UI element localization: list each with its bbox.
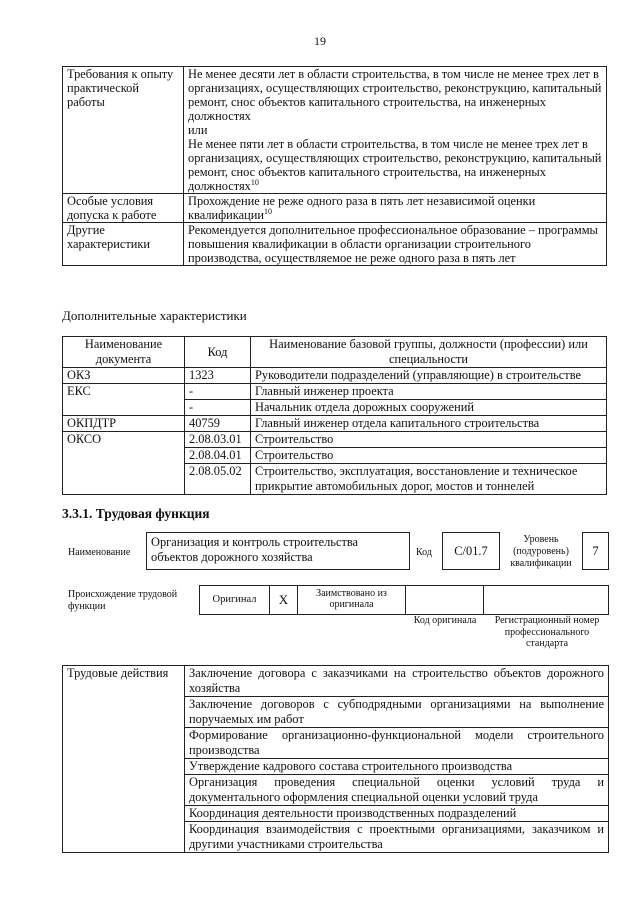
row-label: Другие характеристики [63,223,184,266]
function-level-label: Уровень (подуровень) квалификации [510,534,572,569]
cell-code: 40759 [185,416,251,432]
footnote-ref: 10 [250,177,259,187]
cell-doc: ЕКС [63,384,185,416]
origin-original-label: Оригинал [212,594,257,605]
actions-label: Трудовые действия [63,666,185,853]
section-title: 3.3.1. Трудовая функция [62,506,210,521]
action-item: Координация деятельности производственных подразделений [185,806,609,822]
cell-name: Руководители подразделений (управляющие) в строительстве [251,368,607,384]
additional-title: Дополнительные характеристики [62,308,247,323]
table-row [63,194,607,223]
cell-doc: ОКПДТР [63,416,185,432]
cell-code: - [185,400,251,416]
cell-doc: ОКСО [63,432,185,495]
table-header-row [63,337,607,368]
requirement-text-b: Не менее пяти лет в области строительства, в том числе не менее трех лет в организациях, осуществляющих строительство, реконструкцию, капитальный ремонт, снос объектов капитального строительства, на инженерных должностях$^{10}$ [188,137,602,193]
requirements-table [62,66,607,266]
origin-code-caption: Код оригинала [413,615,477,626]
cell-code: 2.08.04.01 [185,448,251,464]
row-label: Особые условия допуска к работе [63,194,184,223]
row-value [184,67,607,194]
page-number: 19 [314,34,326,48]
origin-borrowed-label: Заимствовано из оригинала [316,588,387,610]
origin-original-cell [199,585,270,615]
origin-mark-cell [269,585,298,615]
function-level-box: 7 [582,532,609,570]
function-name-label: Наименование [68,547,131,558]
cell-name: Начальник отдела дорожных сооружений [251,400,607,416]
cell-code: - [185,384,251,400]
cell-name: Главный инженер отдела капитального строительства [251,416,607,432]
additional-table [62,336,607,495]
action-item: Формирование организационно-функциональной модели строительного производства [185,728,609,759]
table-row [63,384,607,400]
origin-reg-caption: Регистрационный номер профессионального стандарта [494,615,600,649]
row-value: Рекомендуется дополнительное профессиональное образование – программы повышения квалификации в области организации строительного производства, осуществляемое не реже одного раза в пять лет [184,223,607,266]
row-label: Требования к опыту практической работы [63,67,184,194]
header-name: Наименование базовой группы, должности (профессии) или специальности [251,337,607,368]
origin-reg-cell [483,585,609,615]
origin-borrowed-cell [297,585,406,615]
action-item: Координация взаимодействия с проектными организациями, заказчиком и другими участниками строительства [185,822,609,853]
requirement-text-a: Не менее десяти лет в области строительства, в том числе не менее трех лет в организациях, осуществляющих строительство, реконструкцию, капитальный ремонт, снос объектов капитального строительства, на инженерных должностях [188,67,602,123]
cell-code: 2.08.03.01 [185,432,251,448]
action-item: Заключение договоров с субподрядными организациями на выполнение поручаемых им работ [185,697,609,728]
action-item: Утверждение кадрового состава строительного производства [185,759,609,775]
cell-doc: ОКЗ [63,368,185,384]
requirement-or: или [188,123,208,137]
table-row [63,666,609,697]
function-code-box: С/01.7 [442,532,500,570]
cell-name: Строительство [251,432,607,448]
row-value: Прохождение не реже одного раза в пять лет независимой оценки квалификации$^{10}$ [184,194,607,223]
footnote-ref: 10 [264,206,273,216]
origin-label: Происхождение трудовой функции [68,589,178,612]
action-item: Заключение договора с заказчиками на строительство объектов дорожного хозяйства [185,666,609,697]
cell-name: Главный инженер проекта [251,384,607,400]
cell-code: 1323 [185,368,251,384]
table-row [63,432,607,448]
cell-name: Строительство, эксплуатация, восстановление и техническое прикрытие автомобильных дорог, мостов и тоннелей [251,464,607,495]
origin-mark: X [278,592,289,607]
header-code: Код [185,337,251,368]
origin-code-cell [405,585,484,615]
cell-name: Строительство [251,448,607,464]
action-item: Организация проведения специальной оценки условий труда и документального оформления специальной оценки условий труда [185,775,609,806]
function-name-box: Организация и контроль строительства объектов дорожного хозяйства [146,532,410,570]
table-row [63,223,607,266]
table-row [63,368,607,384]
cell-code: 2.08.05.02 [185,464,251,495]
table-row [63,67,607,194]
labor-actions-table [62,665,609,853]
function-code-label: Код [416,547,432,558]
header-document: Наименование документа [63,337,185,368]
table-row [63,416,607,432]
